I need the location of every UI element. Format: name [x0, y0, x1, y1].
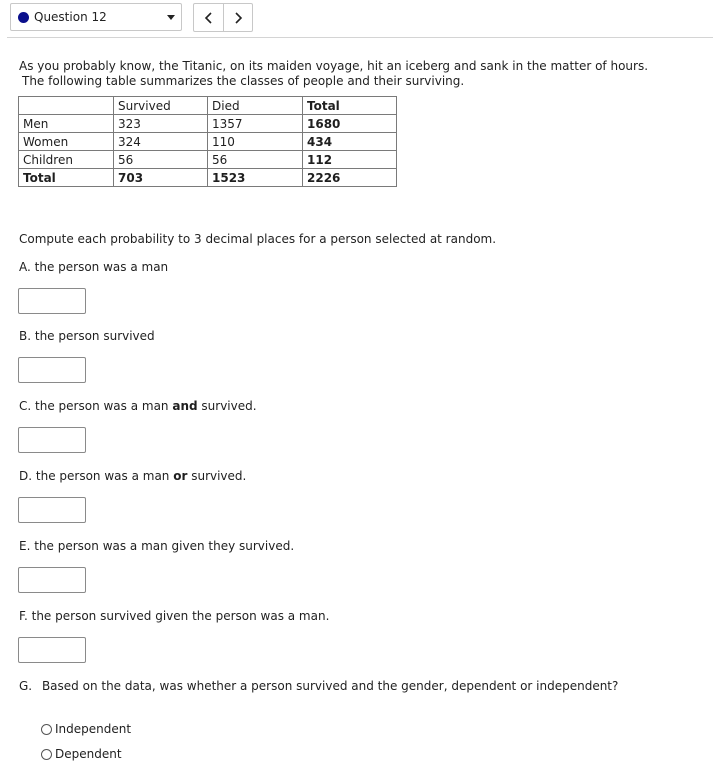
option-dependent[interactable] [41, 747, 122, 761]
table-cell: 112 [303, 151, 397, 169]
option-label: Independent [55, 722, 132, 736]
part-g-prompt [19, 679, 618, 693]
part-text: the person was a man [35, 469, 174, 483]
part-letter: F. [19, 609, 28, 623]
table-total-row [19, 169, 397, 187]
table-cell: 324 [114, 133, 208, 151]
part-text: the person was a man given they survived. [34, 539, 295, 553]
question-label: Question 12 [34, 10, 107, 24]
part-a-prompt [19, 260, 168, 274]
table-cell: 2226 [303, 169, 397, 187]
table-header-row [19, 97, 397, 115]
instructions: Compute each probability to 3 decimal places for a person selected at random. [19, 232, 497, 246]
table-row [19, 151, 397, 169]
dropdown-caret-icon [167, 15, 175, 20]
part-text: the person survived given the person was a man. [31, 609, 330, 623]
table-cell: 323 [114, 115, 208, 133]
table-header-cell [19, 97, 114, 115]
part-f-prompt [19, 609, 329, 623]
answer-f-input[interactable] [18, 637, 86, 663]
part-letter: B. [19, 329, 32, 343]
answer-d-input[interactable] [18, 497, 86, 523]
radio-button-icon[interactable] [41, 749, 52, 760]
table-cell: 1357 [208, 115, 303, 133]
table-cell: 703 [114, 169, 208, 187]
answer-b-input[interactable] [18, 357, 86, 383]
top-bar [0, 0, 713, 38]
previous-question-button[interactable] [194, 4, 224, 31]
part-e-prompt [19, 539, 294, 553]
part-text: the person survived [34, 329, 155, 343]
table-cell: 56 [208, 151, 303, 169]
table-cell: Women [19, 133, 114, 151]
option-label: Dependent [55, 747, 122, 761]
table-cell: Total [19, 169, 114, 187]
table-cell: 110 [208, 133, 303, 151]
table-cell: 1523 [208, 169, 303, 187]
answer-e-input[interactable] [18, 567, 86, 593]
intro-line-1: As you probably know, the Titanic, on its maiden voyage, hit an iceberg and sank in the matter of hours. [19, 59, 649, 73]
question-selector[interactable] [10, 3, 182, 31]
part-text: the person was a man [34, 260, 169, 274]
question-nav [193, 3, 253, 32]
table-header-cell: Total [303, 97, 397, 115]
table-cell: 434 [303, 133, 397, 151]
radio-button-icon[interactable] [41, 724, 52, 735]
part-text-bold: or [173, 469, 188, 483]
part-text: the person was a man [35, 399, 173, 413]
part-d-prompt [19, 469, 246, 483]
table-cell: 1680 [303, 115, 397, 133]
table-row [19, 133, 397, 151]
part-letter: A. [19, 260, 31, 274]
part-letter: E. [19, 539, 31, 553]
chevron-right-icon [233, 12, 243, 24]
header-divider [7, 37, 713, 38]
part-text: survived. [197, 399, 257, 413]
part-letter: G. [19, 679, 33, 693]
question-status-dot-icon [18, 12, 29, 23]
answer-a-input[interactable] [18, 288, 86, 314]
table-cell: 56 [114, 151, 208, 169]
chevron-left-icon [204, 12, 214, 24]
table-row [19, 115, 397, 133]
table-cell: Men [19, 115, 114, 133]
answer-c-input[interactable] [18, 427, 86, 453]
table-cell: Children [19, 151, 114, 169]
option-independent[interactable] [41, 722, 131, 736]
part-text: survived. [187, 469, 247, 483]
part-letter: D. [19, 469, 33, 483]
part-c-prompt [19, 399, 257, 413]
part-text-bold: and [172, 399, 198, 413]
next-question-button[interactable] [223, 4, 252, 31]
question-intro [19, 59, 648, 89]
table-header-cell: Died [208, 97, 303, 115]
table-header-cell: Survived [114, 97, 208, 115]
titanic-table [18, 96, 397, 187]
part-b-prompt [19, 329, 155, 343]
intro-line-2: The following table summarizes the classes of people and their surviving. [22, 74, 465, 88]
part-letter: C. [19, 399, 32, 413]
part-text: Based on the data, was whether a person survived and the gender, dependent or independent? [41, 679, 619, 693]
